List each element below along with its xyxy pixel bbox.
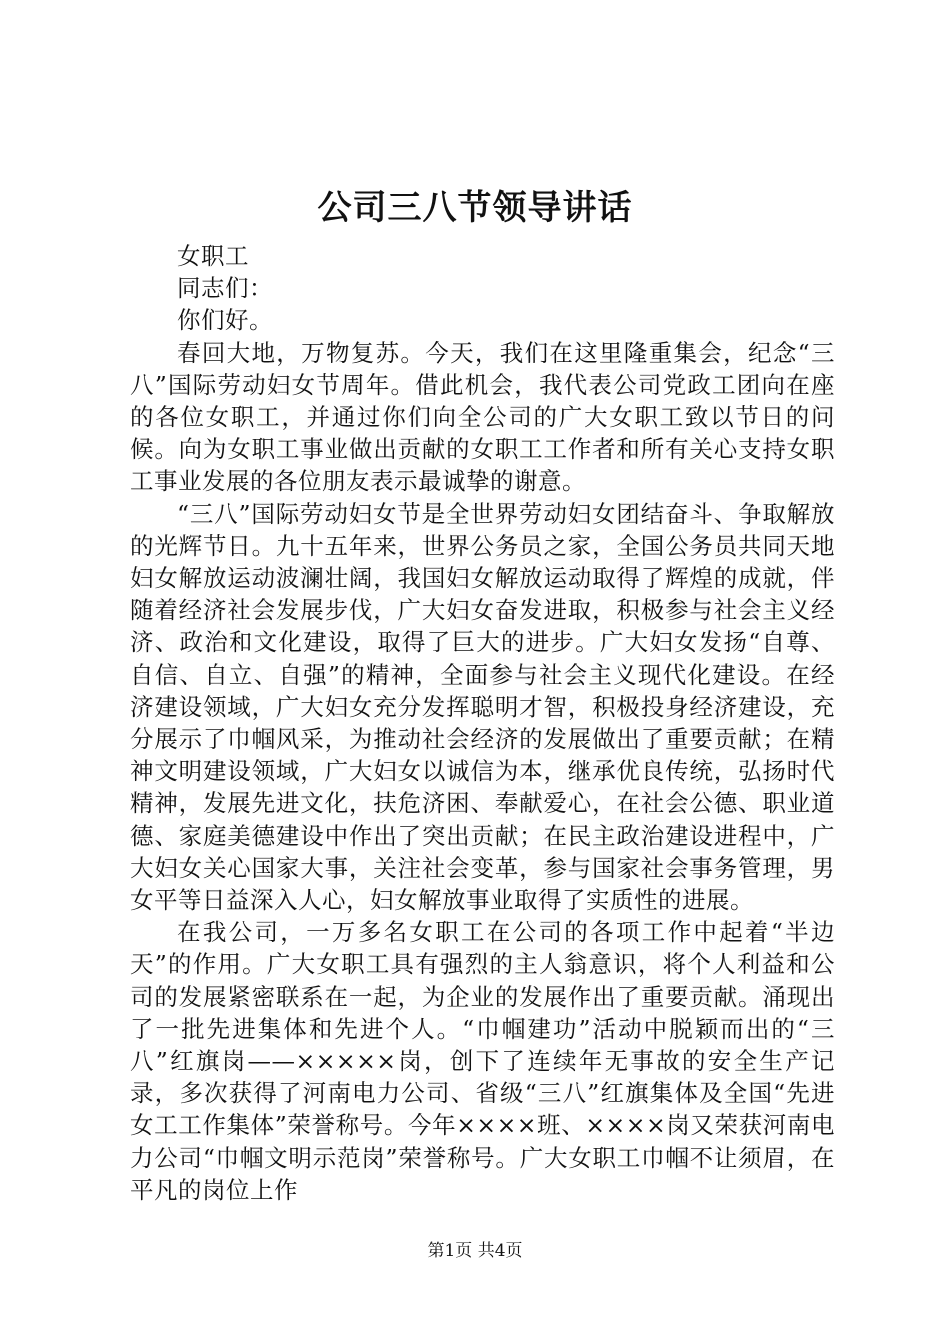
document-title: 公司三八节领导讲话	[317, 188, 633, 228]
page-number-footer: 第1页 共4页	[427, 1241, 523, 1261]
body-paragraph: 在我公司，一万多名女职工在公司的各项工作中起着“半边天”的作用。广大女职工具有强烈的主人翁意识，将个人利益和公司的发展紧密联系在一起，为企业的发展作出了重要贡献。涌现出了一批先进集体和先进个人。“巾帼建功”活动中脱颖而出的“三八”红旗岗——×××××岗，创下了连续年无事故的安全生产记录，多次获得了河南电力公司、省级“三八”红旗集体及全国“先进女工工作集体”荣誉称号。今年××××班、××××岗又荣获河南电力公司“巾帼文明示范岗”荣誉称号。广大女职工巾帼不让须眉，在平凡的岗位上作	[130, 918, 835, 1204]
greeting-line: 你们好。	[177, 306, 273, 335]
document-body	[130, 240, 835, 1206]
body-paragraph: “三八”国际劳动妇女节是全世界劳动妇女团结奋斗、争取解放的光辉节日。九十五年来，世界公务员之家，全国公务员共同天地妇女解放运动波澜壮阔，我国妇女解放运动取得了辉煌的成就，伴随着经济社会发展步伐，广大妇女奋发进取，积极参与社会主义经济、政治和文化建设，取得了巨大的进步。广大妇女发扬“自尊、自信、自立、自强”的精神，全面参与社会主义现代化建设。在经济建设领域，广大妇女充分发挥聪明才智，积极投身经济建设，充分展示了巾帼风采，为推动社会经济的发展做出了重要贡献；在精神文明建设领域，广大妇女以诚信为本，继承优良传统，弘扬时代精神，发展先进文化，扶危济困、奉献爱心，在社会公德、职业道德、家庭美德建设中作出了突出贡献；在民主政治建设进程中，广大妇女关心国家大事，关注社会变革，参与国家社会事务管理，男女平等日益深入人心，妇女解放事业取得了实质性的进展。	[130, 499, 835, 915]
salutation-line: 同志们：	[177, 274, 273, 303]
body-paragraph: 春回大地，万物复苏。今天，我们在这里隆重集会，纪念“三八”国际劳动妇女节周年。借此机会，我代表公司党政工团向在座的各位女职工，并通过你们向全公司的广大女职工致以节日的问候。向为女职工事业做出贡献的女职工工作者和所有关心支持女职工事业发展的各位朋友表示最诚挚的谢意。	[130, 338, 835, 496]
salutation-line: 女职工	[177, 242, 249, 270]
